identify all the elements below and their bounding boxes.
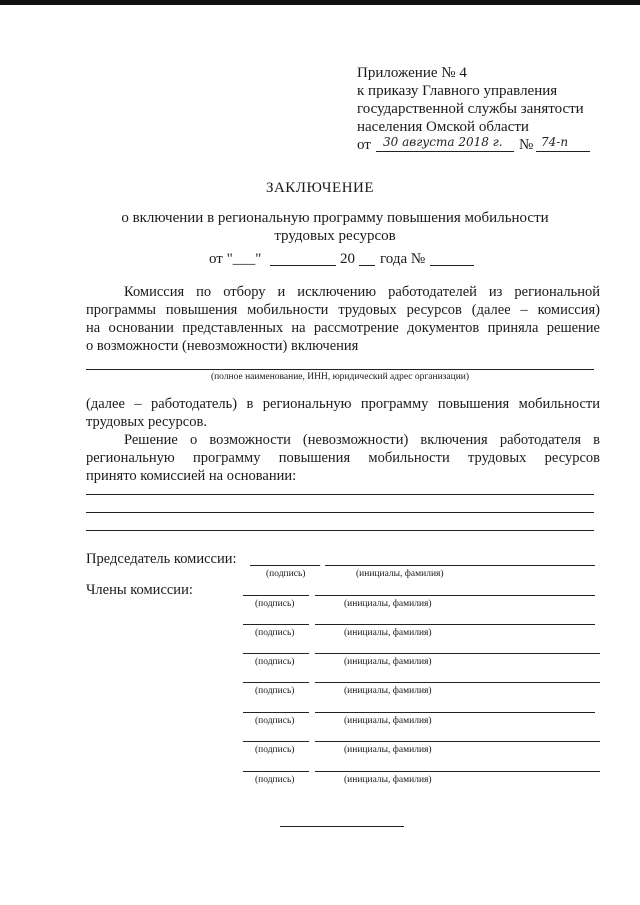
member-2-signature-line bbox=[243, 624, 309, 625]
top-border bbox=[0, 0, 640, 5]
member-2-signature-caption: (подпись) bbox=[255, 628, 295, 638]
member-7-signature-caption: (подпись) bbox=[255, 775, 295, 785]
appendix-from-prefix: от bbox=[357, 137, 371, 153]
date-line-from: от "___" bbox=[209, 251, 262, 267]
member-4-signature-line bbox=[243, 682, 309, 683]
paragraph-3-line-3: принято комиссией на основании: bbox=[86, 468, 297, 484]
member-1-name-line bbox=[315, 595, 595, 596]
member-6-signature-caption: (подпись) bbox=[255, 745, 295, 755]
chairman-name-caption: (инициалы, фамилия) bbox=[356, 569, 444, 579]
member-7-name-caption: (инициалы, фамилия) bbox=[344, 775, 432, 785]
appendix-agency-line: государственной службы занятости bbox=[357, 101, 584, 117]
basis-fill-line-2 bbox=[86, 512, 594, 513]
date-month-blank bbox=[270, 265, 336, 266]
chairman-name-line bbox=[325, 565, 595, 566]
member-5-name-line bbox=[315, 712, 595, 713]
member-3-name-line bbox=[315, 653, 600, 654]
member-1-signature-line bbox=[243, 595, 309, 596]
document-number-blank bbox=[430, 265, 474, 266]
member-4-name-caption: (инициалы, фамилия) bbox=[344, 686, 432, 696]
appendix-date-handwritten: 30 августа 2018 г. bbox=[383, 135, 503, 149]
appendix-num-prefix: № bbox=[519, 137, 534, 153]
member-1-signature-caption: (подпись) bbox=[255, 599, 295, 609]
member-2-name-caption: (инициалы, фамилия) bbox=[344, 628, 432, 638]
date-line-century: 20 bbox=[340, 251, 355, 267]
paragraph-3-line-1: Решение о возможности (невозможности) включения работодателя в bbox=[124, 432, 600, 448]
appendix-number-line bbox=[536, 151, 590, 152]
member-6-name-caption: (инициалы, фамилия) bbox=[344, 745, 432, 755]
subtitle-line-1: о включении в региональную программу повышения мобильности bbox=[121, 210, 549, 226]
member-6-signature-line bbox=[243, 741, 309, 742]
members-label: Члены комиссии: bbox=[86, 582, 193, 598]
paragraph-3-line-2: региональную программу повышения мобильности трудовых ресурсов bbox=[86, 450, 600, 466]
paragraph-1-line-3: на основании представленных на рассмотрение документов приняла решение bbox=[86, 320, 600, 336]
document-title: ЗАКЛЮЧЕНИЕ bbox=[265, 180, 375, 196]
member-5-name-caption: (инициалы, фамилия) bbox=[344, 716, 432, 726]
member-3-signature-caption: (подпись) bbox=[255, 657, 295, 667]
basis-fill-line-3 bbox=[86, 530, 594, 531]
appendix-region-line: населения Омской области bbox=[357, 119, 529, 135]
member-3-signature-line bbox=[243, 653, 309, 654]
paragraph-1-line-4: о возможности (невозможности) включения bbox=[86, 338, 359, 354]
organization-caption: (полное наименование, ИНН, юридический адрес организации) bbox=[210, 372, 470, 382]
basis-fill-line-1 bbox=[86, 494, 594, 495]
paragraph-1-line-2: программы повышения мобильности трудовых ресурсов (далее – комиссия) bbox=[86, 302, 600, 318]
appendix-number-handwritten: 74-п bbox=[541, 135, 569, 149]
member-7-signature-line bbox=[243, 771, 309, 772]
chairman-signature-caption: (подпись) bbox=[266, 569, 306, 579]
paragraph-2-line-1: (далее – работодатель) в региональную программу повышения мобильности bbox=[86, 396, 600, 412]
member-4-signature-caption: (подпись) bbox=[255, 686, 295, 696]
member-5-signature-caption: (подпись) bbox=[255, 716, 295, 726]
member-1-name-caption: (инициалы, фамилия) bbox=[344, 599, 432, 609]
member-2-name-line bbox=[315, 624, 595, 625]
member-3-name-caption: (инициалы, фамилия) bbox=[344, 657, 432, 667]
member-6-name-line bbox=[315, 741, 600, 742]
organization-fill-line bbox=[86, 369, 594, 370]
closing-divider bbox=[280, 826, 404, 827]
date-line-year-number: года № bbox=[380, 251, 426, 267]
appendix-order-line: к приказу Главного управления bbox=[357, 83, 558, 99]
date-year-blank bbox=[359, 265, 375, 266]
chairman-label: Председатель комиссии: bbox=[86, 551, 237, 567]
paragraph-1-line-1: Комиссия по отбору и исключению работодателей из региональной bbox=[124, 284, 600, 300]
paragraph-2-line-2: трудовых ресурсов. bbox=[86, 414, 207, 430]
member-4-name-line bbox=[315, 682, 600, 683]
appendix-number: Приложение № 4 bbox=[357, 65, 467, 81]
subtitle-line-2: трудовых ресурсов bbox=[274, 228, 396, 244]
member-5-signature-line bbox=[243, 712, 309, 713]
appendix-date-line bbox=[376, 151, 514, 152]
chairman-signature-line bbox=[250, 565, 320, 566]
member-7-name-line bbox=[315, 771, 600, 772]
